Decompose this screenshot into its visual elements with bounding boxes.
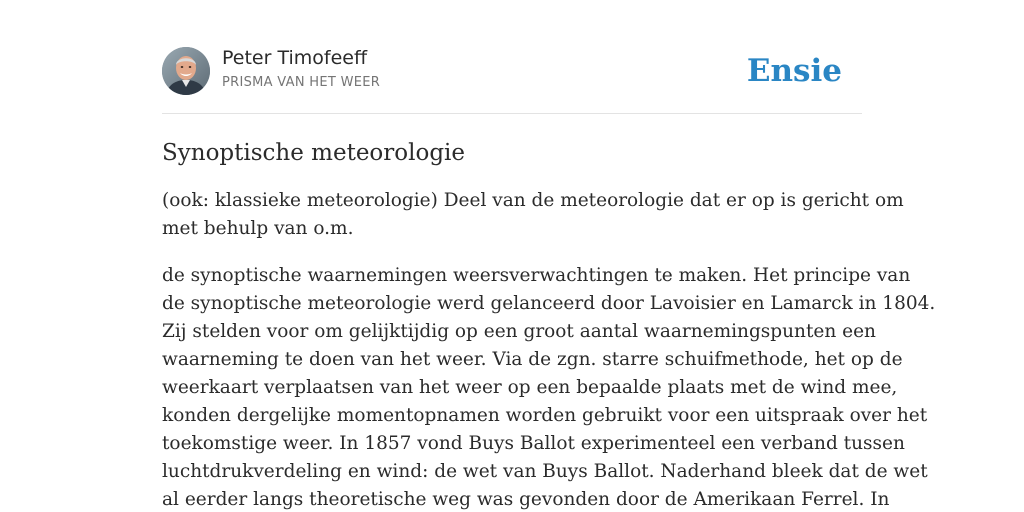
paragraph-line: (ook: klassieke meteorologie) Deel van de meteorologie dat er op is gericht om	[162, 190, 904, 211]
article-title: Synoptische meteorologie	[162, 140, 466, 166]
article-content	[162, 137, 936, 512]
paragraph-line: met behulp van o.m.	[162, 218, 354, 239]
avatar-portrait-icon	[162, 47, 210, 95]
paragraph-line: toekomstige weer. In 1857 vond Buys Ballot experimenteel een verband tussen	[162, 433, 905, 454]
paragraph-line: al eerder langs theoretische weg was gevonden door de Amerikaan Ferrel. In	[162, 489, 890, 510]
publication-name[interactable]: PRISMA VAN HET WEER	[222, 75, 381, 90]
paragraph-line: Zij stelden voor om gelijktijdig op een groot aantal waarnemingspunten een	[162, 321, 876, 342]
article-paragraph-2	[162, 262, 936, 512]
header-divider	[162, 113, 862, 114]
paragraph-line: de synoptische waarnemingen weersverwachtingen te maken. Het principe van	[162, 265, 911, 286]
article-paragraph-1	[162, 187, 904, 243]
avatar[interactable]	[162, 47, 210, 95]
ensie-logo[interactable]: Ensie	[746, 53, 842, 89]
paragraph-line: weerkaart verplaatsen van het weer op een bepaalde plaats met de wind mee,	[162, 377, 898, 398]
paragraph-line: konden dergelijke momentopnamen worden gebruikt voor een uitspraak over het	[162, 405, 928, 426]
paragraph-line: de synoptische meteorologie werd gelanceerd door Lavoisier en Lamarck in 1804.	[162, 293, 936, 314]
header	[162, 46, 862, 96]
author-name[interactable]: Peter Timofeeff	[222, 47, 368, 69]
paragraph-line: waarneming te doen van het weer. Via de zgn. starre schuifmethode, het op de	[162, 349, 903, 370]
paragraph-line: luchtdrukverdeling en wind: de wet van Buys Ballot. Naderhand bleek dat de wet	[162, 461, 928, 482]
